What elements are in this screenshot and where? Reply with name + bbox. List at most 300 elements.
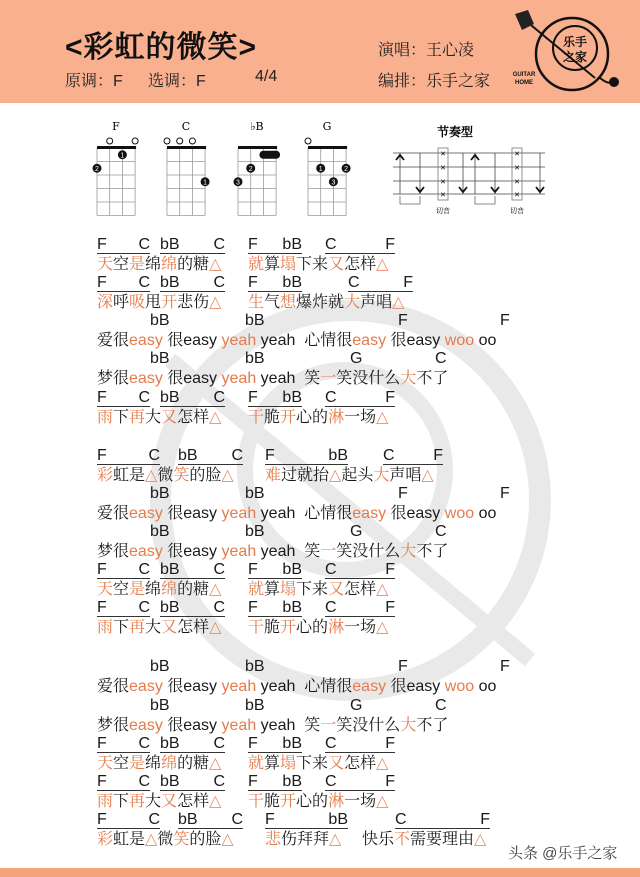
lyric-text: woo xyxy=(444,678,475,695)
chord-label: bB xyxy=(282,389,302,406)
lyric-text: 怎样 xyxy=(177,793,210,810)
chord-group xyxy=(160,274,225,292)
chord-group xyxy=(265,447,348,465)
singer: 演唱：王心凌 xyxy=(378,42,475,59)
open-string-icon xyxy=(305,138,311,144)
lyric-line xyxy=(248,792,388,811)
chord-label: bB xyxy=(282,599,302,616)
chord-label: F xyxy=(248,236,258,253)
triangle-mark: △ xyxy=(209,256,222,273)
lyric-text: 又 xyxy=(328,256,345,273)
lyric-text: 声唱 xyxy=(389,467,422,484)
chord-group xyxy=(248,561,302,579)
chord-label: bB xyxy=(150,658,170,675)
arranger: 编排：乐手之家 xyxy=(378,73,491,90)
chord-label: C xyxy=(138,773,150,790)
lyric-text: 就 xyxy=(248,256,265,273)
lyric-text: 悲 xyxy=(265,831,282,848)
lyric-text: 是 xyxy=(129,581,146,598)
lyric-text: yeah 心情很 xyxy=(256,678,353,695)
lyric-text: 空 xyxy=(113,581,130,598)
chord-label: F xyxy=(385,236,395,253)
mute-x-icon: × xyxy=(440,162,446,173)
chord-label: bB xyxy=(282,274,302,291)
chord-group xyxy=(248,773,302,791)
lyric-text: 一 xyxy=(320,543,337,560)
chord-label: F xyxy=(433,447,443,464)
triangle-mark: △ xyxy=(209,581,222,598)
lyric-text: 怎样 xyxy=(344,581,377,598)
lyric-text: 呼 xyxy=(113,294,130,311)
chord-group xyxy=(97,389,150,407)
chord-label: F xyxy=(248,735,258,752)
lyric-text: 大 xyxy=(400,717,417,734)
finger-number: 2 xyxy=(95,165,99,173)
lyric-text: 脆 xyxy=(264,619,281,636)
triangle-mark: △ xyxy=(209,294,222,311)
lyric-text: 吸 xyxy=(129,294,146,311)
chord-label: F xyxy=(248,274,258,291)
lyric-text: 塌 xyxy=(280,581,297,598)
chord-group xyxy=(97,236,150,254)
rhythm-title: 节奏型 xyxy=(436,125,474,139)
lyric-text: 淋 xyxy=(328,409,345,426)
chord-group xyxy=(325,773,395,791)
lyric-text: 伤拜拜 xyxy=(281,831,330,848)
chord-label: bB xyxy=(150,697,170,714)
lyric-text: 又 xyxy=(161,619,178,636)
lyric-text: 空 xyxy=(113,256,130,273)
lyric-text: 深 xyxy=(97,294,114,311)
lyric-text: 干 xyxy=(248,409,265,426)
chord-label: F xyxy=(248,599,258,616)
chord-label: bB xyxy=(245,697,265,714)
original-key: 原调：F xyxy=(65,73,123,90)
lyric-text: 雨 xyxy=(97,619,114,636)
lyric-text: 怎样 xyxy=(177,409,210,426)
triangle-mark: △ xyxy=(221,467,234,484)
lyric-line xyxy=(97,504,496,523)
triangle-mark: △ xyxy=(329,831,342,848)
mute-x-icon: × xyxy=(440,148,446,159)
lyric-text: 大 xyxy=(373,467,390,484)
lyric-text: 过就抬 xyxy=(281,467,330,484)
lyric-text: 就 xyxy=(248,755,265,772)
lyric-text: 绵 xyxy=(161,755,178,772)
lyric-text: 不了 xyxy=(416,717,449,734)
lyric-text: 彩 xyxy=(97,831,114,848)
svg-text:HOME: HOME xyxy=(515,80,533,86)
nut xyxy=(97,146,136,149)
chord-label: bB xyxy=(282,735,302,752)
triangle-mark: △ xyxy=(329,467,342,484)
chord-label: G xyxy=(350,697,363,714)
chord-group xyxy=(325,599,395,617)
lyric-text: 需要理由 xyxy=(410,831,475,848)
lyric-text: 淋 xyxy=(328,619,345,636)
lyric-text: 不 xyxy=(394,831,411,848)
triangle-mark: △ xyxy=(221,831,234,848)
chord-group xyxy=(97,447,160,465)
lyric-line xyxy=(248,255,388,274)
lyric-text: 绵 xyxy=(161,581,178,598)
lyric-text: 梦很 xyxy=(97,717,130,734)
chord-label: bB xyxy=(245,312,265,329)
lyric-text: 悲伤 xyxy=(177,294,210,311)
lyric-text: 一场 xyxy=(344,619,377,636)
open-string-icon xyxy=(132,138,138,144)
chord-label: C xyxy=(213,561,225,578)
finger-number: 1 xyxy=(203,179,208,187)
lyric-text: 算 xyxy=(264,581,281,598)
chord-label: bB xyxy=(160,735,180,752)
chord-label: F xyxy=(398,658,408,675)
mute-x-icon: × xyxy=(440,176,446,187)
lyric-text: 绵 xyxy=(161,256,178,273)
lyric-text: 大 xyxy=(400,370,417,387)
chord-label: C xyxy=(325,236,337,253)
lyric-text: 开 xyxy=(280,619,297,636)
lyric-text: 笑没什么 xyxy=(336,717,401,734)
lyric-text: 一场 xyxy=(344,409,377,426)
time-signature: 4/4 xyxy=(255,68,278,85)
mute-x-icon: × xyxy=(440,189,446,200)
chord-group xyxy=(160,735,225,753)
lyric-text: oo xyxy=(474,678,497,695)
lyric-text: 很easy xyxy=(162,717,222,734)
open-string-icon xyxy=(189,138,195,144)
lyric-text: easy xyxy=(129,332,163,349)
chord-label: C xyxy=(213,236,225,253)
barre-icon xyxy=(259,151,280,159)
chord-label: bB xyxy=(178,447,198,464)
mute-x-icon: × xyxy=(514,162,520,173)
beat-bracket xyxy=(400,196,420,204)
lyric-line xyxy=(97,466,234,485)
mute-x-icon: × xyxy=(514,189,520,200)
lyric-text: 绵 xyxy=(145,581,162,598)
lyric-text: 又 xyxy=(328,581,345,598)
lyric-text: 再 xyxy=(129,619,146,636)
lyric-text: yeah xyxy=(221,370,257,387)
lyric-text: 是 xyxy=(129,755,146,772)
lyric-text: 开 xyxy=(161,294,178,311)
lyric-text: 脆 xyxy=(264,409,281,426)
chord-label: C xyxy=(383,447,395,464)
lyric-text: 一场 xyxy=(344,793,377,810)
chord-label: C xyxy=(148,447,160,464)
open-string-icon xyxy=(177,138,183,144)
chord-label: C xyxy=(325,773,337,790)
chord-diagram-name: G xyxy=(322,120,332,133)
chord-group xyxy=(160,389,225,407)
chord-label: F xyxy=(265,447,275,464)
lyric-text: 声唱 xyxy=(360,294,393,311)
lyric-text: 又 xyxy=(161,409,178,426)
chord-group xyxy=(178,811,243,829)
lyric-text: 很easy xyxy=(162,678,222,695)
source-watermark: 头条 @乐手之家 xyxy=(508,845,618,862)
lyric-text: 爱很 xyxy=(97,678,130,695)
chord-label: C xyxy=(435,523,447,540)
lyric-text: 就 xyxy=(248,581,265,598)
lyric-text: easy xyxy=(129,370,163,387)
chord-label: C xyxy=(148,811,160,828)
chord-label: F xyxy=(500,658,510,675)
lyric-text: 脆 xyxy=(264,793,281,810)
lyric-text: 笑没什么 xyxy=(336,543,401,560)
chord-group xyxy=(160,561,225,579)
triangle-mark: △ xyxy=(421,467,434,484)
open-string-icon xyxy=(107,138,113,144)
chord-group xyxy=(348,274,413,292)
lyric-line xyxy=(265,466,434,485)
lyric-line xyxy=(97,792,221,811)
lyric-text: yeah xyxy=(221,678,257,695)
lyric-text: 起头 xyxy=(341,467,374,484)
lyric-text: woo xyxy=(444,332,475,349)
triangle-mark: △ xyxy=(145,467,158,484)
lyric-line xyxy=(97,754,221,773)
triangle-mark: △ xyxy=(209,755,222,772)
lyric-text: yeah xyxy=(221,543,257,560)
chord-label: bB xyxy=(328,811,348,828)
finger-number: 1 xyxy=(120,152,125,160)
chord-label: bB xyxy=(245,658,265,675)
chord-label: F xyxy=(403,274,413,291)
chord-group xyxy=(248,274,302,292)
finger-number: 3 xyxy=(331,179,336,187)
chord-label: C xyxy=(213,735,225,752)
chord-label: bB xyxy=(178,811,198,828)
chord-label: F xyxy=(97,236,107,253)
chord-label: bB xyxy=(150,350,170,367)
lyric-line xyxy=(248,618,388,637)
chord-label: F xyxy=(385,561,395,578)
lyric-line xyxy=(248,293,404,312)
lyric-text: 天 xyxy=(97,581,114,598)
lyric-text: 不了 xyxy=(416,543,449,560)
chord-label: bB xyxy=(160,599,180,616)
lyric-text: 大 xyxy=(145,793,162,810)
lyric-text: 心的 xyxy=(296,409,329,426)
finger-number: 3 xyxy=(236,179,240,187)
triangle-mark: △ xyxy=(209,793,222,810)
chord-group xyxy=(265,811,348,829)
lyric-text: 很easy xyxy=(162,370,222,387)
chord-label: C xyxy=(213,773,225,790)
lyric-text: 大 xyxy=(344,294,361,311)
lyric-text: 想 xyxy=(280,294,297,311)
mute-label: 切音 xyxy=(436,208,450,215)
nut xyxy=(167,146,206,149)
lyric-line xyxy=(97,542,448,561)
chord-group xyxy=(160,236,225,254)
chord-label: C xyxy=(231,447,243,464)
mute-x-icon: × xyxy=(514,176,520,187)
chord-label: bB xyxy=(245,523,265,540)
triangle-mark: △ xyxy=(376,793,389,810)
chord-group xyxy=(248,599,302,617)
chord-label: bB xyxy=(282,561,302,578)
lyric-text: 微 xyxy=(157,467,174,484)
chord-label: C xyxy=(435,697,447,714)
chord-label: bB xyxy=(245,350,265,367)
chord-group xyxy=(325,735,395,753)
chord-group xyxy=(160,599,225,617)
triangle-mark: △ xyxy=(376,619,389,636)
triangle-mark: △ xyxy=(376,256,389,273)
lyric-text: 大 xyxy=(145,619,162,636)
triangle-mark: △ xyxy=(474,831,487,848)
lyric-text: 下 xyxy=(113,409,130,426)
lyric-text: 快乐 xyxy=(362,831,395,848)
lyric-text: 彩 xyxy=(97,467,114,484)
svg-text:乐手: 乐手 xyxy=(562,35,588,49)
lyric-text: 不了 xyxy=(416,370,449,387)
guitar-home-logo xyxy=(500,8,625,100)
lyric-text: 很easy xyxy=(386,332,445,349)
lyric-text: 大 xyxy=(400,543,417,560)
chord-group xyxy=(383,447,443,465)
chord-label: F xyxy=(385,389,395,406)
chord-label: C xyxy=(348,274,360,291)
lyric-line xyxy=(97,716,448,735)
chord-label: F xyxy=(97,389,107,406)
lyric-line xyxy=(265,830,341,849)
lyric-text: yeah 笑 xyxy=(256,370,321,387)
chord-label: F xyxy=(97,811,107,828)
chord-label: C xyxy=(325,389,337,406)
lyric-text: 很easy xyxy=(162,332,222,349)
lyric-text: 怎样 xyxy=(344,755,377,772)
lyric-line xyxy=(97,293,221,312)
lyric-text: 塌 xyxy=(280,256,297,273)
chord-label: bB xyxy=(160,561,180,578)
mute-x-icon: × xyxy=(514,148,520,159)
lyric-line xyxy=(97,255,221,274)
chord-label: C xyxy=(138,236,150,253)
chord-label: F xyxy=(398,312,408,329)
lyric-text: 虹是 xyxy=(113,831,146,848)
lyric-line xyxy=(97,618,221,637)
chord-label: C xyxy=(138,274,150,291)
lyric-text: 爱很 xyxy=(97,505,130,522)
lyric-text: 梦很 xyxy=(97,543,130,560)
lyric-text: yeah 笑 xyxy=(256,543,321,560)
lyric-text: 爆炸就 xyxy=(296,294,345,311)
chord-label: F xyxy=(385,599,395,616)
lyric-text: 天 xyxy=(97,755,114,772)
chord-label: F xyxy=(398,485,408,502)
lyric-text: 大 xyxy=(145,409,162,426)
lyric-line xyxy=(97,677,496,696)
lyric-text: 很easy xyxy=(386,505,445,522)
lyric-text: easy xyxy=(352,332,387,349)
chord-label: bB xyxy=(150,523,170,540)
lyric-line xyxy=(97,331,496,350)
lyric-text: 算 xyxy=(264,256,281,273)
triangle-mark: △ xyxy=(376,581,389,598)
lyric-text: 下 xyxy=(113,619,130,636)
chord-label: bB xyxy=(282,236,302,253)
lyric-line xyxy=(248,408,388,427)
beat-bracket xyxy=(475,196,495,204)
chord-label: F xyxy=(97,599,107,616)
chord-label: F xyxy=(248,561,258,578)
selected-key: 选调：F xyxy=(148,73,206,90)
lyric-text: 笑 xyxy=(173,467,190,484)
lyric-text: 又 xyxy=(161,793,178,810)
lyric-text: 是 xyxy=(129,256,146,273)
chord-group xyxy=(97,811,160,829)
chord-label: F xyxy=(97,447,107,464)
lyric-text: easy xyxy=(352,678,387,695)
chord-label: C xyxy=(435,350,447,367)
header xyxy=(0,0,640,103)
lyric-text: 开 xyxy=(280,409,297,426)
lyric-text: oo xyxy=(474,332,497,349)
chord-group xyxy=(395,811,490,829)
mute-label: 切音 xyxy=(510,208,524,215)
chord-label: F xyxy=(97,274,107,291)
chord-label: F xyxy=(248,389,258,406)
bottom-band xyxy=(0,868,640,877)
lyric-text: yeah 心情很 xyxy=(256,505,353,522)
chord-label: F xyxy=(385,773,395,790)
lyric-text: easy xyxy=(129,543,163,560)
nut xyxy=(238,146,277,149)
chord-label: C xyxy=(231,811,243,828)
lyric-text: 甩 xyxy=(145,294,162,311)
lyric-line xyxy=(362,830,486,849)
song-title: <彩虹的微笑> xyxy=(65,31,258,64)
lyric-text: easy xyxy=(352,505,387,522)
chord-group xyxy=(248,735,302,753)
lyric-line xyxy=(97,408,221,427)
lyric-text: 一 xyxy=(320,717,337,734)
chord-label: F xyxy=(500,485,510,502)
chord-label: F xyxy=(500,312,510,329)
chord-label: bB xyxy=(160,773,180,790)
lyric-text: 心的 xyxy=(296,619,329,636)
lyric-text: 再 xyxy=(129,409,146,426)
chord-label: C xyxy=(325,599,337,616)
lyric-text: 下 xyxy=(113,793,130,810)
lyric-text: 很easy xyxy=(386,678,445,695)
chord-group xyxy=(325,561,395,579)
svg-text:GUITAR: GUITAR xyxy=(512,72,536,78)
lyric-text: 的脸 xyxy=(189,467,222,484)
lyric-text: 虹是 xyxy=(113,467,146,484)
lyric-text: 空 xyxy=(113,755,130,772)
lyric-text: 绵 xyxy=(145,755,162,772)
lyric-text: easy xyxy=(129,505,163,522)
chord-group xyxy=(97,274,150,292)
chord-group xyxy=(248,236,302,254)
chord-diagram-name: ♭B xyxy=(250,120,264,133)
chord-label: F xyxy=(97,773,107,790)
lyric-text: easy xyxy=(129,717,163,734)
lyric-text: yeah 笑 xyxy=(256,717,321,734)
lyric-text: 算 xyxy=(264,755,281,772)
triangle-mark: △ xyxy=(392,294,405,311)
lyric-text: 又 xyxy=(328,755,345,772)
chord-group xyxy=(97,599,150,617)
triangle-mark: △ xyxy=(145,831,158,848)
chord-label: bB xyxy=(150,312,170,329)
chord-diagram-name: C xyxy=(181,120,191,133)
